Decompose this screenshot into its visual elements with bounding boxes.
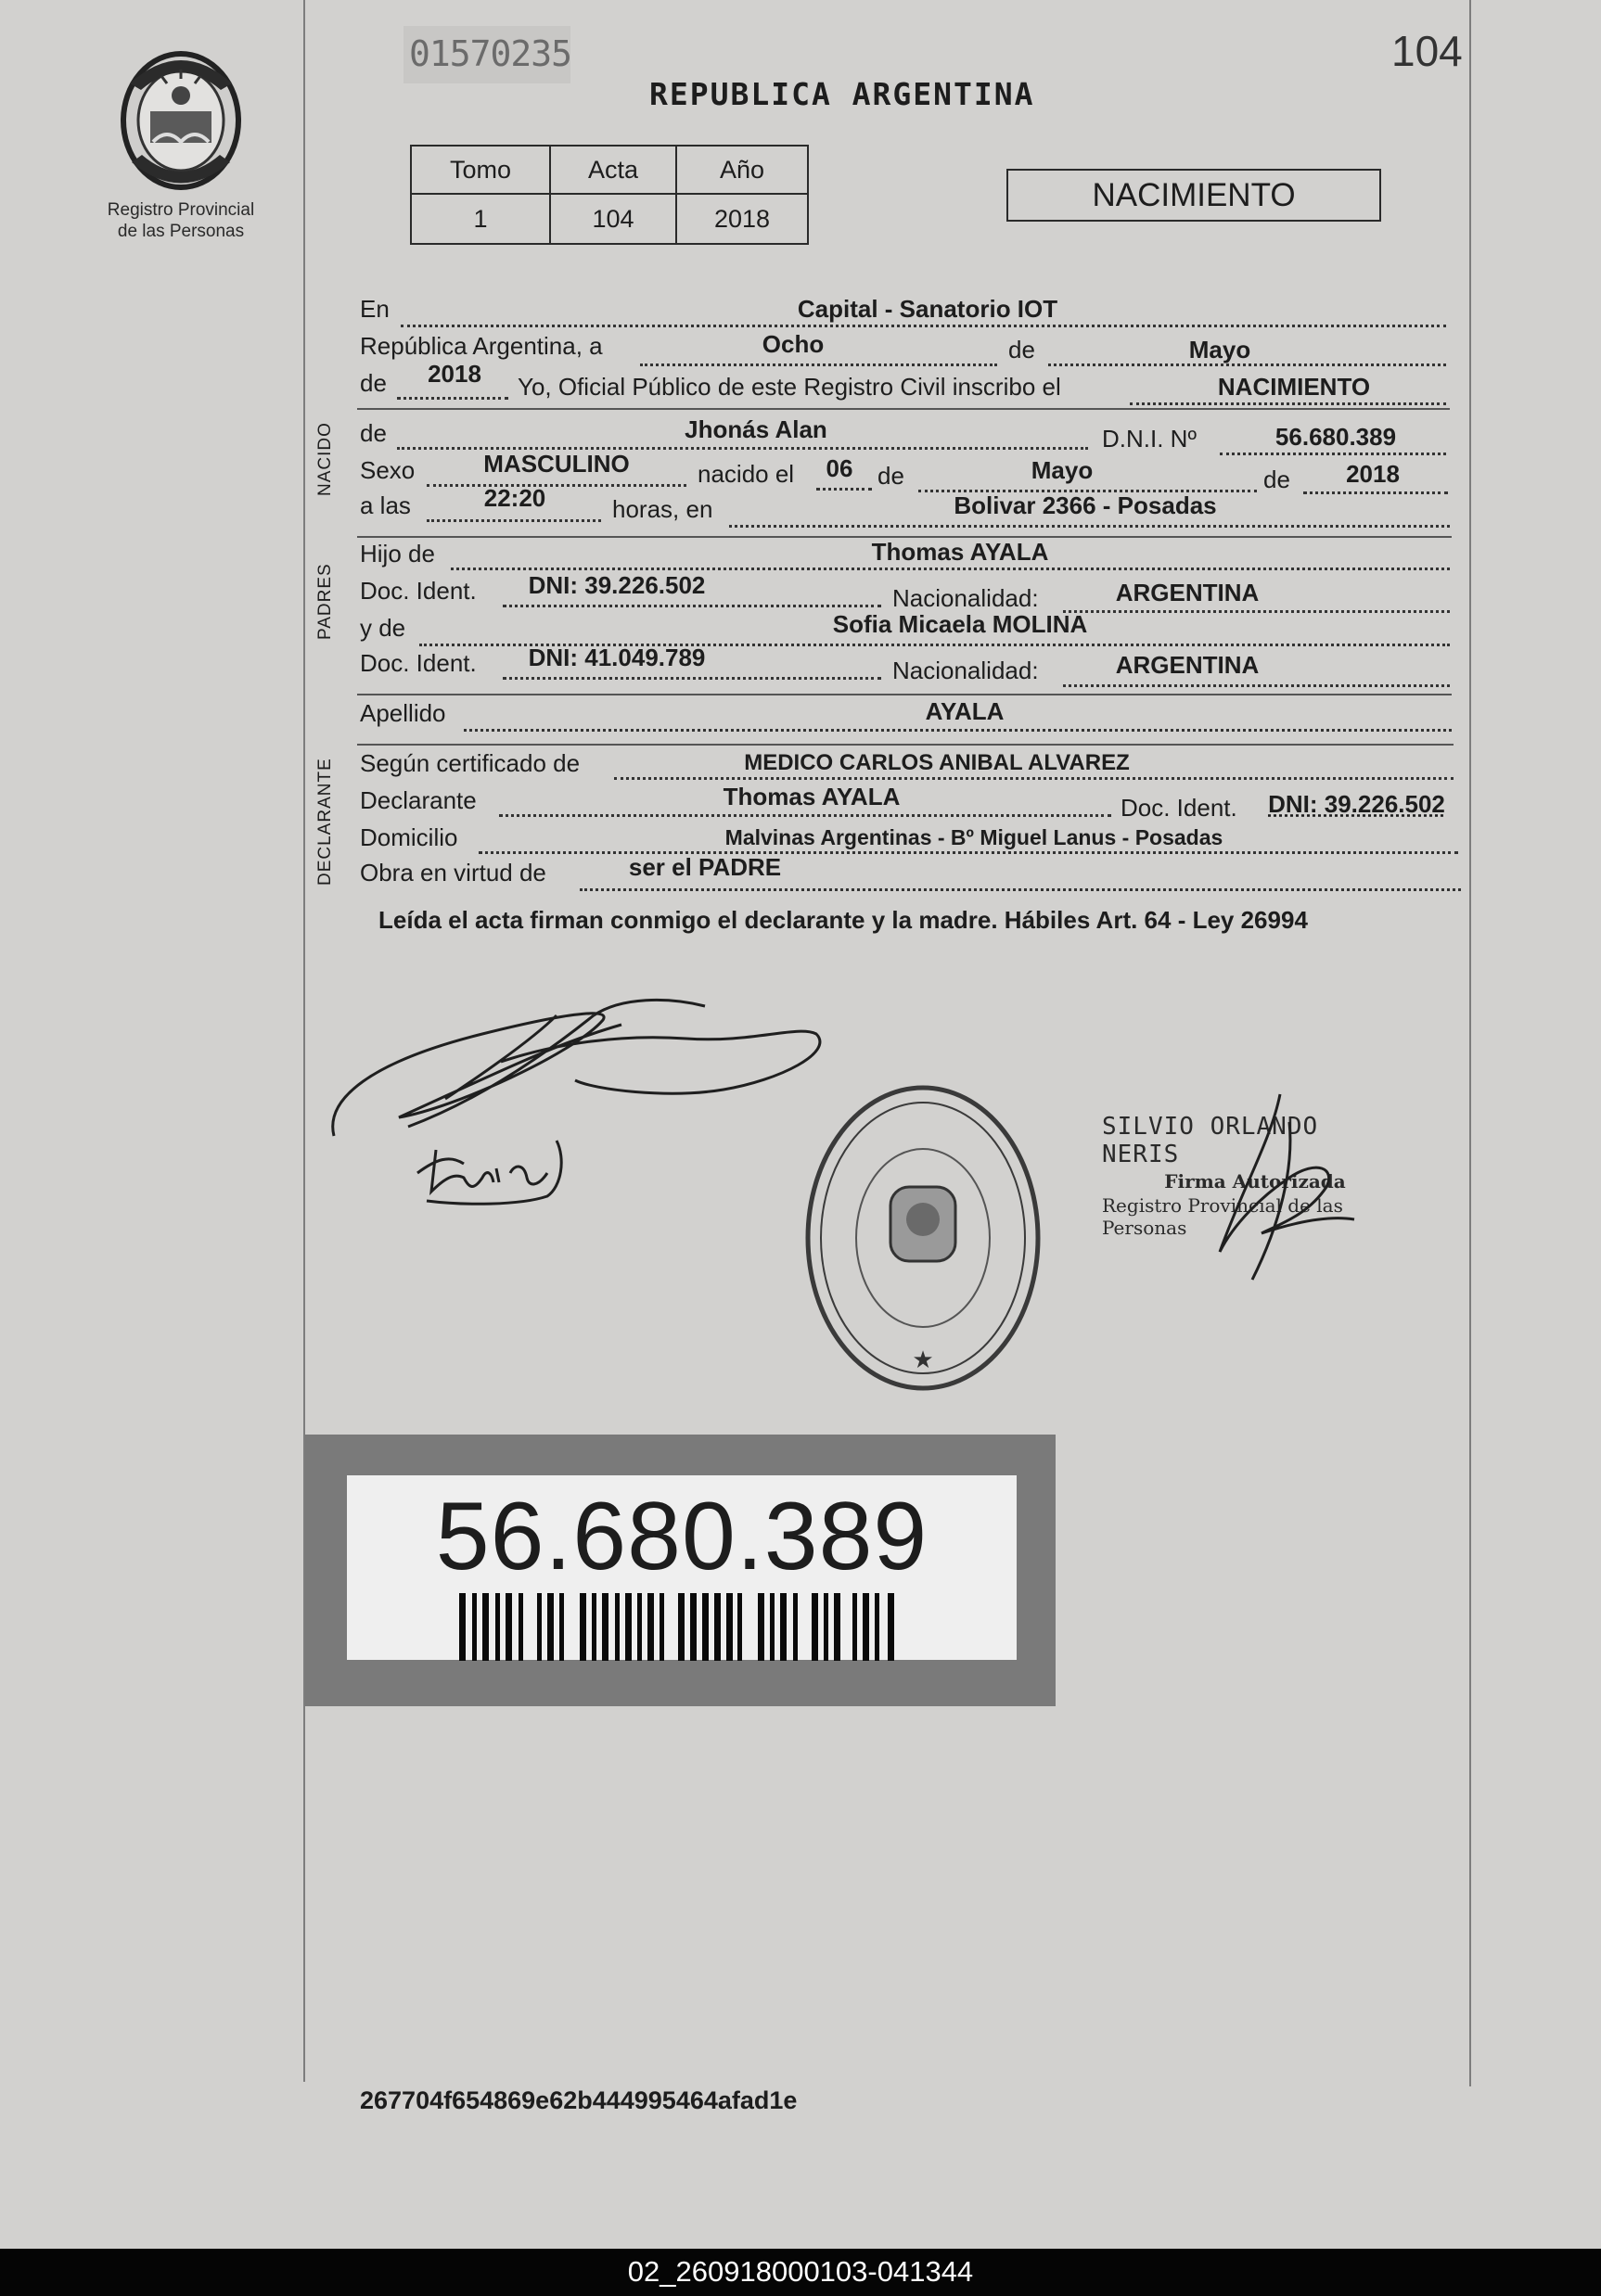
mother-signature (408, 1122, 584, 1210)
capacity-field: ser el PADRE (628, 853, 782, 881)
section-padres-label: PADRES (315, 563, 335, 640)
declarant-field: Thomas AYALA (723, 783, 901, 810)
acta-value: 104 (550, 194, 676, 244)
dotted-line (401, 325, 1446, 327)
sexo-label: Sexo (360, 456, 416, 484)
document-hash: 267704f654869e62b444995464afad1e (360, 2086, 798, 2114)
tomo-header: Tomo (411, 146, 550, 194)
birth-month-field: Mayo (1031, 456, 1094, 484)
de-label: de (877, 462, 904, 490)
official-role: Firma Autorizada (1164, 1170, 1346, 1193)
sex-field: MASCULINO (483, 450, 630, 478)
dni-big-number: 56.680.389 (435, 1483, 929, 1590)
dotted-line (1220, 453, 1446, 455)
dotted-line (503, 677, 881, 680)
official-text: Yo, Oficial Público de este Registro Civil inscribo el (518, 373, 1061, 401)
dotted-line (729, 525, 1450, 528)
name-field: Jhonás Alan (685, 415, 827, 443)
doc-label: Doc. Ident. (360, 649, 477, 677)
certificate-field: MEDICO CARLOS ANIBAL ALVAREZ (744, 750, 1130, 775)
horas-label: horas, en (612, 495, 713, 523)
record-table (410, 145, 809, 245)
misiones-coat-of-arms-logo (111, 42, 250, 199)
closing-statement: Leída el acta firman conmigo el declarante y la madre. Hábiles Art. 64 - Ley 26994 (378, 906, 1308, 934)
anio-header: Año (676, 146, 808, 194)
doc-label: Doc. Ident. (360, 577, 477, 605)
mother-doc-field: DNI: 41.049.789 (528, 644, 706, 671)
yde-label: y de (360, 614, 406, 642)
nacionalidad-label: Nacionalidad: (892, 584, 1039, 612)
father-nationality-field: ARGENTINA (1115, 579, 1260, 606)
de-label: de (1008, 336, 1035, 364)
page-number: 104 (1391, 27, 1463, 75)
father-field: Thomas AYALA (871, 538, 1049, 566)
surname-field: AYALA (925, 697, 1005, 725)
dotted-line (397, 397, 508, 400)
republica-label: República Argentina, a (360, 332, 603, 360)
dotted-line (1130, 402, 1446, 405)
obra-label: Obra en virtud de (360, 859, 546, 887)
dotted-line (816, 488, 872, 491)
birth-day-field: 06 (826, 454, 853, 482)
page-title: REPUBLICA ARGENTINA (649, 76, 1035, 112)
footer-id-bar: 02_260918000103-041344 (0, 2249, 1601, 2296)
section-nacido-label: NACIDO (315, 422, 335, 496)
acta-header: Acta (550, 146, 676, 194)
section-divider (357, 408, 1450, 410)
birth-place-field: Bolivar 2366 - Posadas (954, 491, 1217, 519)
dni-label: D.N.I. Nº (1102, 425, 1197, 453)
event-field: NACIMIENTO (1217, 373, 1371, 401)
registry-name: Registro Provincial de las Personas (107, 200, 255, 241)
dotted-line (614, 777, 1454, 780)
dotted-line (1063, 684, 1450, 687)
de-label: de (360, 419, 387, 447)
day-text-field: Ocho (762, 330, 825, 358)
official-signature (1206, 1085, 1364, 1289)
record-type-box: NACIMIENTO (1006, 169, 1381, 222)
dotted-line (1303, 491, 1448, 494)
svg-text:★: ★ (912, 1346, 934, 1373)
right-margin-rule (1469, 0, 1471, 2086)
de-label: de (1263, 466, 1290, 493)
place-field: Capital - Sanatorio IOT (797, 295, 1058, 323)
alas-label: a las (360, 491, 411, 519)
father-doc-field: DNI: 39.226.502 (528, 571, 706, 599)
dotted-line (464, 729, 1452, 732)
dni-field: 56.680.389 (1274, 423, 1397, 451)
dotted-line (451, 568, 1450, 570)
dotted-line (640, 364, 997, 366)
apellido-label: Apellido (360, 699, 446, 727)
tomo-value: 1 (411, 194, 550, 244)
section-divider (357, 694, 1452, 695)
domicilio-label: Domicilio (360, 823, 458, 851)
segun-label: Según certificado de (360, 749, 581, 777)
left-margin-rule (303, 0, 305, 2082)
nacido-label: nacido el (698, 460, 795, 488)
month-text-field: Mayo (1188, 336, 1251, 364)
anio-value: 2018 (676, 194, 808, 244)
address-field: Malvinas Argentinas - Bº Miguel Lanus - Posadas (724, 825, 1223, 849)
declarant-doc-field: DNI: 39.226.502 (1268, 790, 1445, 818)
official-name: SILVIO ORLANDO NERIS (1102, 1113, 1319, 1168)
dotted-line (427, 519, 601, 522)
registry-stamp (798, 1076, 1048, 1400)
en-label: En (360, 295, 390, 323)
declarant-doc-label: Doc. Ident. (1121, 794, 1237, 822)
birth-year-field: 2018 (1346, 460, 1400, 488)
section-divider (357, 744, 1454, 746)
declarante-label: Declarante (360, 786, 477, 814)
dotted-line (580, 888, 1461, 891)
dotted-line (503, 605, 881, 607)
mother-nationality-field: ARGENTINA (1115, 651, 1260, 679)
de-label: de (360, 369, 387, 397)
time-field: 22:20 (483, 484, 546, 512)
dni-barcode (459, 1593, 900, 1661)
serial-number: 01570235 (403, 26, 570, 83)
dotted-line (499, 814, 1111, 817)
mother-field: Sofia Micaela MOLINA (832, 610, 1088, 638)
year-field: 2018 (428, 360, 481, 388)
section-declarante-label: DECLARANTE (315, 758, 335, 886)
official-office: Registro Provincial de las Personas (1102, 1194, 1343, 1239)
dotted-line (1048, 364, 1446, 366)
nacionalidad-label: Nacionalidad: (892, 657, 1039, 684)
hijo-label: Hijo de (360, 540, 435, 568)
